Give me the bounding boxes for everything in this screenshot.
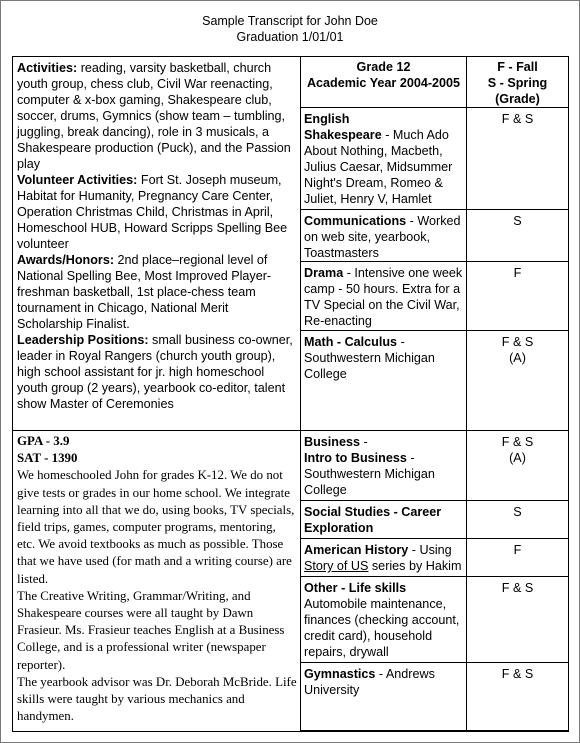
term-communications: S (467, 210, 569, 262)
course-drama: Drama - Intensive one week camp - 50 hours. Extra for a TV Special on the Civil War, Re-enacting (301, 262, 467, 331)
instructor-note: The Creative Writing, Grammar/Writing, and Shakespeare courses were all taught by Dawn Frasieur. Ms. Frasieur teaches English at a Business College, and is a professional writer (newspaper reporter). (17, 588, 285, 672)
gpa: GPA - 3.9 (17, 434, 70, 448)
scores-notes-cell (13, 431, 301, 732)
leadership-section: Leadership Positions: small business co-owner, leader in Royal Rangers (church youth group), high school assistant for jr. high homeschool youth group (2 years), yearbook co-editor, talent show Master of Ceremonies (17, 333, 293, 411)
term-drama: F (467, 262, 569, 331)
awards-section: Awards/Honors: 2nd place–regional level of National Spelling Bee, Most Improved Player-freshman basketball, 1st place-chess team tournament in Chicago, National Merit Scholarship Finalist. (17, 253, 272, 331)
course-gymnastics: Gymnastics - Andrews University (301, 663, 467, 731)
graduation-date: Graduation 1/01/01 (236, 30, 344, 44)
course-social-studies: Social Studies - Career Exploration (301, 501, 467, 539)
advisor-note: The yearbook advisor was Dr. Deborah McBride. Life skills were taught by various mechanics and handymen. (17, 674, 297, 724)
grade-header: Grade 12 Academic Year 2004-2005 (301, 57, 467, 108)
term-social-studies: S (467, 501, 569, 539)
term-business: F & S (A) (467, 431, 569, 501)
sat-score: SAT - 1390 (17, 451, 78, 466)
homeschool-note: We homeschooled John for grades K-12. We do not give tests or grades in our home school. We integrate learning into all that we do, using books, TV specials, field trips, games, computer programs, mentoring, etc. We avoid textbooks as much as possible. Those that we have used (for math and a writing course) are listed. (17, 468, 295, 586)
term-other: F & S (467, 577, 569, 663)
term-english: F & S (467, 108, 569, 210)
spacer-cell (301, 731, 467, 732)
course-math: Math - Calculus - Southwestern Michigan College (301, 331, 467, 431)
transcript-title: Sample Transcript for John Doe (202, 14, 378, 28)
course-business: Business - Intro to Business - Southwestern Michigan College (301, 431, 467, 501)
term-american-history: F (467, 539, 569, 577)
course-american-history: American History - Using Story of US series by Hakim (301, 539, 467, 577)
course-english: English Shakespeare - Much Ado About Nothing, Macbeth, Julius Caesar, Midsummer Night's Dream, Romeo & Juliet, Henry V, Hamlet (301, 108, 467, 210)
course-other: Other - Life skills Automobile maintenance, finances (checking account, credit card), household repairs, drywall (301, 577, 467, 663)
transcript-table (12, 56, 569, 732)
term-math: F & S (A) (467, 331, 569, 431)
course-communications: Communications - Worked on web site, yearbook, Toastmasters (301, 210, 467, 262)
activities-section: Activities: reading, varsity basketball, church youth group, chess club, Civil War reenacting, computer & x-box gaming, Shakespeare club, soccer, drums, Gymnics (show team – tumbling, juggling, break dancing), role in 3 musicals, a Shakespeare production (Puck), and the Passion play (17, 61, 291, 171)
volunteer-section: Volunteer Activities: Fort St. Joseph museum, Habitat for Humanity, Pregnancy Care Center, Operation Christmas Child, Christmas in April, Homeschool HUB, Howard Scripps Spelling Bee volunteer (17, 173, 288, 251)
term-gymnastics: F & S (467, 663, 569, 731)
activities-cell (13, 57, 301, 431)
term-header: F - Fall S - Spring (Grade) (467, 57, 569, 108)
spacer-cell-term (467, 731, 569, 732)
transcript-header (0, 13, 580, 45)
